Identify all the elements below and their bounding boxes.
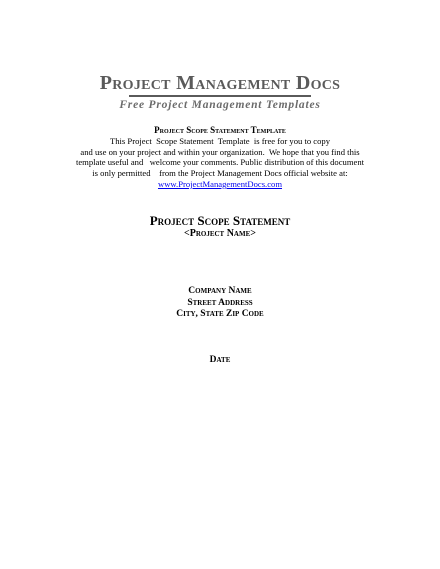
notice-line-3: template useful and welcome your comments. Public distribution of this document (75, 157, 365, 168)
logo (0, 72, 440, 112)
notice-title: Project Scope Statement Template (154, 125, 286, 135)
logo-subtitle: Free Project Management Templates (119, 99, 321, 111)
notice-line-2: and use on your project and within your organization. We hope that you find this (80, 146, 360, 157)
company-block (0, 286, 440, 321)
date-label: Date (209, 355, 231, 365)
document-title: Project Scope Statement (149, 213, 291, 228)
template-notice (0, 125, 440, 190)
street-address: Street Address (187, 297, 253, 308)
logo-title: Project Management Docs (99, 72, 341, 94)
notice-line-1: This Project Scope Statement Template is free for you to copy (110, 135, 330, 146)
website-link[interactable]: www.ProjectManagementDocs.com (157, 178, 283, 189)
company-name: Company Name (188, 286, 252, 296)
project-name-placeholder: <Project Name> (184, 228, 256, 239)
city-state-zip: City, State Zip Code (176, 309, 264, 319)
logo-divider (129, 95, 311, 97)
notice-line-4: is only permitted from the Project Management Docs official website at: (92, 168, 348, 179)
